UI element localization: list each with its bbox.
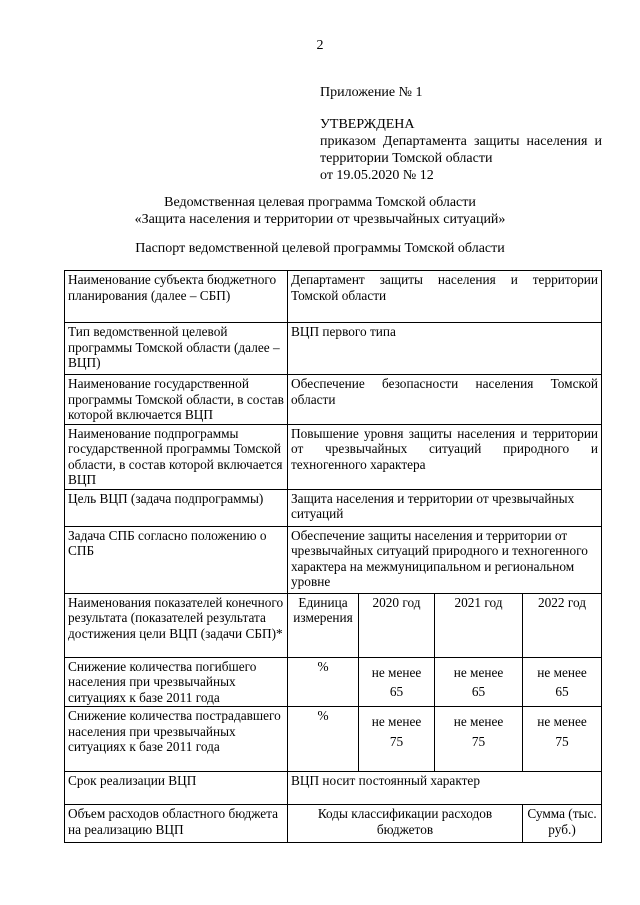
indicator-value-2020 [359,707,435,772]
approved-line-1: приказом Департамента защиты населения и [320,134,602,149]
appendix-label: Приложение № 1 [320,85,423,100]
approval-block [320,116,602,184]
row-label: Наименование подпрограммы государственной программы Томской области, в состав которой включается ВЦП [65,424,288,489]
value-number: 65 [389,684,404,699]
table-row [65,375,602,425]
value-text: не менее [453,664,504,680]
row-label: Цель ВЦП (задача подпрограммы) [65,489,288,526]
value-number: 75 [555,733,569,749]
table-row [65,323,602,375]
indicator-value-2021 [435,707,523,772]
table-row [65,657,602,707]
passport-title: Паспорт ведомственной целевой программы Томской области [135,241,505,256]
table-row [65,424,602,489]
indicators-header-label: Наименования показателей конечного результата (показателей результата достижения цели ВЦП (задачи СБП)* [65,593,288,657]
row-label: Наименование субъекта бюджетного планирования (далее – СБП) [65,271,288,323]
row-label: Тип ведомственной целевой программы Томской области (далее – ВЦП) [65,323,288,375]
row-value: Обеспечение защиты населения и территории от чрезвычайных ситуаций природного и техногенного характера на межмуниципальном и региональном уровне [288,526,602,593]
approved-line-2: территории Томской области [320,151,493,166]
value-number: 75 [389,733,404,749]
year-header-2021: 2021 год [435,593,523,657]
program-title [0,194,640,228]
expense-sum-header: Сумма (тыс. руб.) [523,805,602,843]
row-label: Срок реализации ВЦП [65,772,288,805]
row-label: Задача СПБ согласно положению о СПБ [65,526,288,593]
table-row [65,593,602,657]
indicator-value-2021 [435,657,523,707]
value-text: не менее [453,714,504,729]
program-title-line-2: «Защита населения и территории от чрезвычайных ситуаций» [134,212,506,227]
value-number: 75 [471,733,486,749]
indicator-value-2022 [523,707,602,772]
approved-title: УТВЕРЖДЕНА [320,117,415,132]
table-row [65,772,602,805]
row-value: ВЦП первого типа [288,323,602,375]
row-label: Объем расходов областного бюджета на реализацию ВЦП [65,805,288,843]
table-row [65,707,602,772]
unit-header: Единица измерения [288,593,359,657]
row-value: Повышение уровня защиты населения и территории от чрезвычайных ситуаций природного и техногенного характера [288,424,602,489]
indicator-unit: % [288,707,359,772]
indicator-value-2022 [523,657,602,707]
value-text: не менее [371,664,422,680]
year-header-2022: 2022 год [523,593,602,657]
value-text: не менее [537,664,587,680]
value-number: 65 [555,684,569,699]
value-text: не менее [537,714,587,729]
row-value: Обеспечение безопасности населения Томской области [288,375,602,425]
expense-codes-header: Коды классификации расходов бюджетов [288,805,523,843]
table-row [65,271,602,323]
program-title-line-1: Ведомственная целевая программа Томской области [164,195,476,210]
indicator-unit: % [288,657,359,707]
value-text: не менее [371,714,422,729]
value-number: 65 [471,684,486,699]
indicator-value-2020 [359,657,435,707]
row-value: ВЦП носит постоянный характер [288,772,602,805]
year-header-2020: 2020 год [359,593,435,657]
indicator-label: Снижение количества пострадавшего населения при чрезвычайных ситуациях к базе 2011 года [65,707,288,772]
row-label: Наименование государственной программы Томской области, в состав которой включается ВЦП [65,375,288,425]
table-row [65,526,602,593]
row-value: Департамент защиты населения и территории Томской области [288,271,602,323]
table-row [65,489,602,526]
approved-line-3: от 19.05.2020 № 12 [320,168,434,183]
row-value: Защита населения и территории от чрезвычайных ситуаций [288,489,602,526]
indicator-label: Снижение количества погибшего населения при чрезвычайных ситуациях к базе 2011 года [65,657,288,707]
passport-table [64,270,602,843]
page-number: 2 [316,38,324,53]
table-row [65,805,602,843]
